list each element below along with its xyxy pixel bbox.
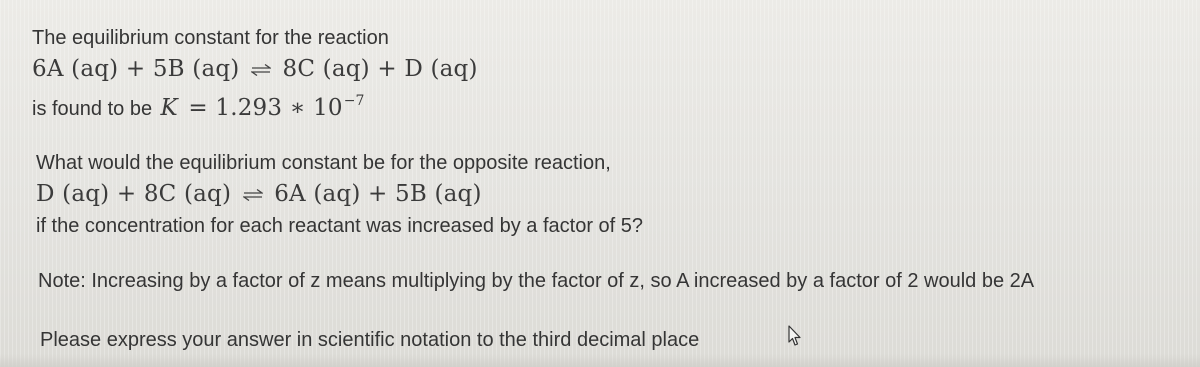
k-value: = 1.293 ∗ 10: [188, 95, 343, 121]
k-value-line: [32, 93, 364, 121]
reverse-reaction-lhs: D (aq) + 8C (aq): [36, 181, 232, 207]
mouse-pointer-icon: [780, 325, 804, 356]
k-symbol: K: [160, 95, 178, 121]
equilibrium-harpoon-icon: [243, 189, 263, 201]
question-text: What would the equilibrium constant be for the opposite reaction,: [36, 152, 611, 174]
note-text: Note: Increasing by a factor of z means multiplying by the factor of z, so A increased by a factor of 2 would be 2A: [38, 270, 1035, 292]
page-bottom-edge: [0, 354, 1200, 367]
equilibrium-harpoon-icon: [251, 64, 271, 76]
instruction-text: Please express your answer in scientific notation to the third decimal place: [40, 329, 700, 351]
intro-text: The equilibrium constant for the reaction: [32, 27, 389, 49]
k-prefix-text: is found to be: [32, 98, 153, 120]
reverse-reaction-equation: [36, 181, 482, 207]
forward-reaction-lhs: 6A (aq) + 5B (aq): [32, 56, 240, 82]
forward-reaction-equation: [32, 56, 478, 82]
k-exponent: −7: [343, 93, 365, 109]
forward-reaction-rhs: 8C (aq) + D (aq): [282, 56, 478, 82]
condition-text: if the concentration for each reactant was increased by a factor of 5?: [36, 215, 644, 237]
reverse-reaction-rhs: 6A (aq) + 5B (aq): [274, 181, 482, 207]
